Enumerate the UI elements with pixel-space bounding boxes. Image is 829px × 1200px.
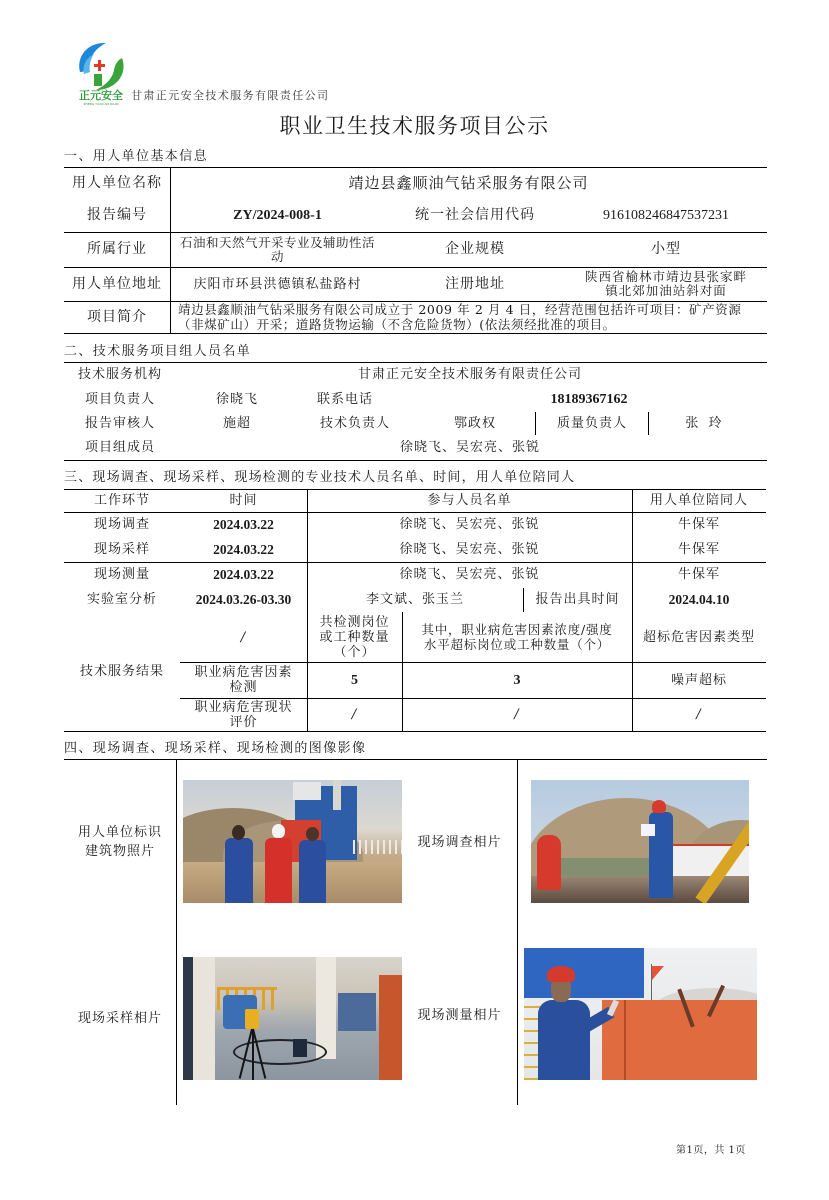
credit-code-label: 统一社会信用代码	[415, 207, 535, 223]
header-people: 参与人员名单	[427, 493, 512, 508]
table-row-time: 2024.03.22	[213, 517, 274, 532]
section4-heading: 四、现场调查、现场采样、现场检测的图像影像	[64, 741, 367, 756]
phone-value: 18189367162	[550, 392, 628, 407]
photo-pillar	[316, 957, 336, 1059]
table-row-stage: 现场调查	[93, 517, 150, 532]
company-logo	[72, 38, 130, 106]
page-title: 职业卫生技术服务项目公示	[279, 114, 550, 138]
photo-worker-body	[299, 840, 326, 903]
photo-wall	[193, 957, 215, 1080]
photo-blue-beam	[524, 948, 644, 998]
results-row-item: 职业病危害现状评价	[194, 699, 293, 730]
header-escort: 用人单位陪同人	[649, 493, 748, 508]
header-time: 时间	[229, 493, 258, 508]
report-time-label: 报告出具时间	[535, 592, 620, 607]
results-row-exceed: /	[514, 707, 520, 722]
table-row-stage: 现场采样	[93, 542, 150, 557]
photo-tripod-leg	[252, 1029, 254, 1080]
photo-survey	[531, 780, 749, 903]
industry-value: 石油和天然气开采专业及辅助性活动	[179, 234, 375, 264]
photo-flag	[652, 966, 664, 980]
members-label: 项目组成员	[84, 440, 155, 455]
reg-address-value: 陕西省榆林市靖边县张家畔镇北郊加油站斜对面	[584, 269, 747, 298]
quality-lead-value: 张 玲	[685, 416, 725, 431]
scale-value: 小型	[651, 241, 681, 257]
photo-worker-body	[537, 835, 561, 890]
results-header-exceed: 其中，职业病危害因素浓度/强度水平超标岗位或工种数量（个）	[421, 622, 613, 652]
org-value: 甘肃正元安全技术服务有限责任公司	[357, 367, 582, 382]
results-label: 技术服务结果	[79, 664, 164, 679]
table-rule	[517, 759, 518, 1105]
photo-equipment	[379, 975, 402, 1080]
credit-code-value: 916108246847537231	[603, 208, 729, 223]
phone-label: 联系电话	[316, 392, 373, 407]
intro-label: 项目简介	[87, 308, 147, 325]
photo-worker-helmet	[547, 966, 575, 982]
report-no-label: 报告编号	[87, 207, 147, 223]
address-label: 用人单位地址	[72, 275, 162, 292]
table-rule	[64, 333, 767, 334]
table-row-people: 徐晓飞、吴宏亮、张锐	[399, 517, 540, 532]
employer-name-value: 靖边县鑫顺油气钻采服务有限公司	[348, 173, 589, 192]
section2-heading: 二、技术服务项目组人员名单	[64, 344, 252, 359]
logo-subtext: ZHENG YUAN AN QUAN	[83, 102, 119, 106]
photo-worker-helmet	[652, 800, 666, 813]
results-row-type: 噪声超标	[670, 672, 727, 688]
table-row-people: 徐晓飞、吴宏亮、张锐	[399, 567, 540, 582]
photo-rig-cabin	[293, 782, 321, 800]
results-row-type: /	[696, 707, 702, 722]
logo-mark-icon	[72, 38, 130, 94]
quality-lead-label: 质量负责人	[556, 416, 627, 431]
reviewer-value: 施超	[222, 416, 251, 431]
address-value: 庆阳市环县洪德镇私盐路村	[193, 276, 362, 292]
results-header-item: /	[240, 629, 247, 645]
company-name-header: 甘肃正元安全技术服务有限责任公司	[131, 89, 330, 102]
photo-worker-head	[272, 824, 285, 838]
table-rule	[176, 759, 177, 1105]
table-row-escort: 牛保军	[677, 517, 720, 532]
section3-heading: 三、现场调查、现场采样、现场检测的专业技术人员名单、时间，用人单位陪同人	[64, 470, 576, 485]
results-row-count: /	[351, 707, 358, 722]
header-stage: 工作环节	[93, 493, 150, 508]
photo-bucket	[293, 1039, 307, 1057]
table-rule	[64, 460, 767, 461]
photo-rig-mast	[333, 780, 341, 810]
report-no-value: ZY/2024-008-1	[233, 208, 322, 223]
table-row-time: 2024.03.22	[213, 567, 274, 582]
table-rule	[648, 412, 649, 435]
leader-label: 项目负责人	[84, 392, 155, 407]
photo-fence	[353, 840, 402, 854]
lab-time: 2024.03.26-03.30	[195, 592, 292, 607]
photo-measurement	[524, 948, 757, 1080]
photo-worker-head	[306, 827, 319, 841]
lab-stage: 实验室分析	[86, 592, 157, 607]
tech-lead-label: 技术负责人	[319, 416, 390, 431]
page-number: 第1页，共 1页	[676, 1145, 746, 1156]
employer-name-label: 用人单位名称	[72, 174, 162, 191]
reviewer-label: 报告审核人	[84, 416, 155, 431]
photo-instrument	[245, 1009, 259, 1029]
results-row-count: 5	[351, 672, 358, 688]
tech-lead-value: 鄂政权	[453, 416, 496, 431]
table-rule	[64, 759, 767, 760]
results-header-type: 超标危害因素类型	[642, 629, 755, 645]
results-row-item: 职业病危害因素检测	[194, 665, 293, 695]
scale-label: 企业规模	[445, 241, 505, 257]
table-row-escort: 牛保军	[677, 567, 720, 582]
photo-label-survey: 现场调查相片	[417, 834, 502, 850]
reg-address-label: 注册地址	[445, 275, 505, 292]
photo-label-building: 用人单位标识建筑物照片	[77, 825, 162, 859]
photo-label-sampling: 现场采样相片	[77, 1010, 162, 1026]
photo-wall-edge	[624, 1000, 626, 1080]
photo-sampling	[183, 957, 402, 1080]
org-label: 技术服务机构	[77, 367, 162, 382]
photo-worker-body	[265, 838, 292, 903]
photo-machine	[338, 993, 376, 1031]
lab-people: 李文斌、张玉兰	[365, 592, 464, 607]
table-row-escort: 牛保军	[677, 542, 720, 557]
photo-clipboard	[641, 824, 655, 836]
intro-value: 靖边县鑫顺油气钻采服务有限公司成立于 2009 年 2 月 4 日，经营范围包括许可项目：矿产资源（非煤矿山）开采；道路货物运输（不含危险货物）(依法须经批准的项目。	[178, 302, 742, 332]
photo-label-measurement: 现场测量相片	[417, 1007, 502, 1023]
photo-worker-body	[225, 838, 253, 903]
photo-worker-head	[232, 825, 245, 840]
photo-worker-body	[538, 1000, 590, 1080]
table-row-time: 2024.03.22	[213, 542, 274, 557]
table-rule	[64, 731, 766, 732]
members-value: 徐晓飞、吴宏亮、张锐	[399, 440, 540, 455]
table-row-people: 徐晓飞、吴宏亮、张锐	[399, 542, 540, 557]
photo-building	[183, 780, 402, 903]
industry-label: 所属行业	[87, 241, 147, 257]
table-row-stage: 现场测量	[93, 567, 150, 582]
logo-text: 正元安全	[79, 89, 123, 102]
results-header-count: 共检测岗位或工种数量（个）	[319, 614, 390, 660]
photo-ground	[183, 862, 402, 903]
results-row-exceed: 3	[513, 672, 521, 688]
section1-heading: 一、用人单位基本信息	[64, 149, 209, 164]
report-time-value: 2024.04.10	[668, 592, 730, 607]
leader-value: 徐晓飞	[215, 392, 258, 407]
